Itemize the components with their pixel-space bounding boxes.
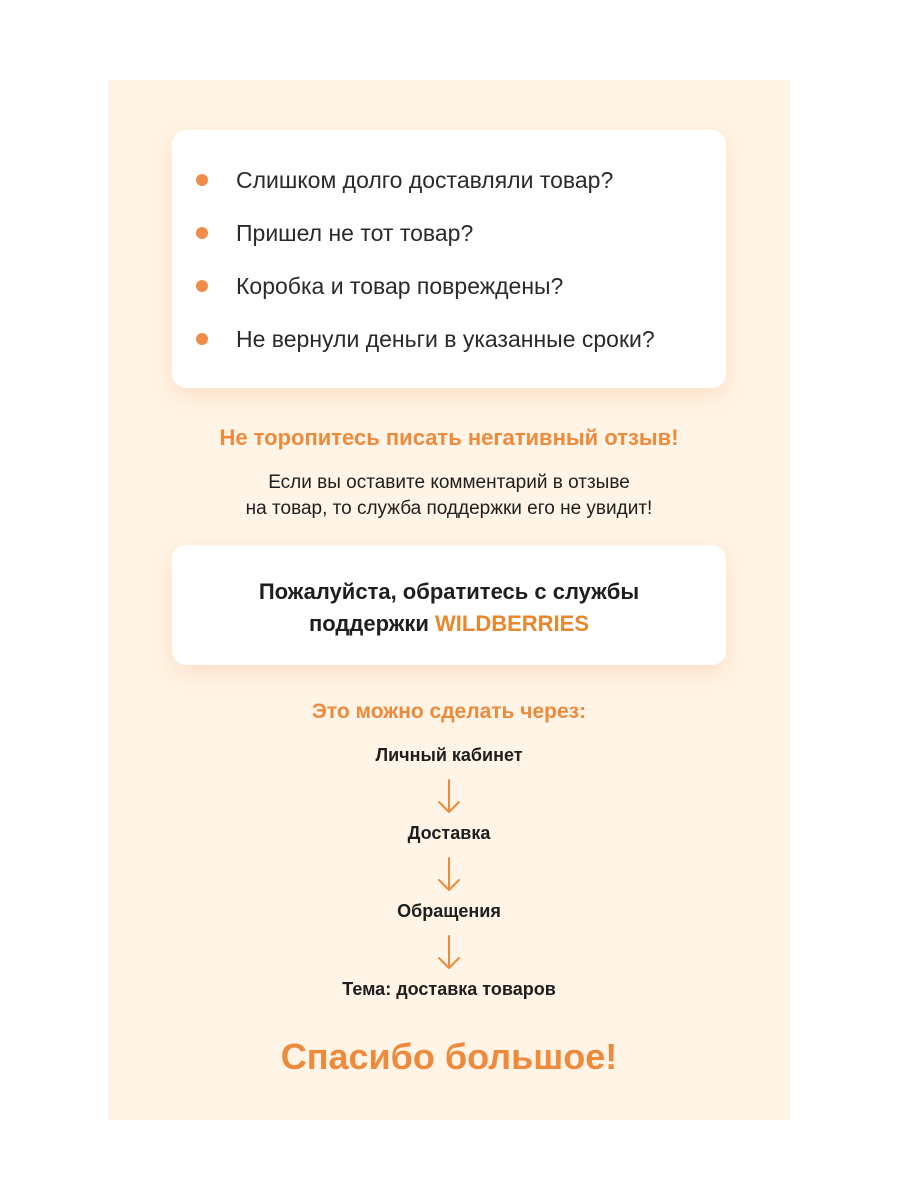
support-box <box>172 545 726 665</box>
support-line-2 <box>172 611 726 637</box>
warning-note-line-1: Если вы оставите комментарий в отзыве <box>268 472 630 493</box>
bullet-dot-icon <box>196 280 208 292</box>
support-prefix: поддержки <box>309 611 435 636</box>
question-text: Пришел не тот товар? <box>236 219 474 246</box>
question-text: Коробка и товар повреждены? <box>236 272 564 299</box>
bullet-dot-icon <box>196 174 208 186</box>
path-step: Доставка <box>407 823 491 843</box>
arrow-down-icon <box>434 777 464 817</box>
arrow-down-icon <box>434 855 464 895</box>
via-title: Это можно сделать через: <box>311 700 587 723</box>
question-item <box>196 215 473 251</box>
bullet-dot-icon <box>196 227 208 239</box>
bullet-dot-icon <box>196 333 208 345</box>
warning-note-line-2: на товар, то служба поддержки его не увидит! <box>245 498 653 519</box>
arrow-down-icon <box>434 933 464 973</box>
question-text: Слишком долго доставляли товар? <box>236 166 614 193</box>
thanks-message: Спасибо большое! <box>280 1036 618 1077</box>
support-line-1: Пожалуйста, обратитесь с службы <box>258 579 640 604</box>
brand-name: WILDBERRIES <box>435 611 589 636</box>
questions-box <box>172 130 726 388</box>
path-step: Личный кабинет <box>375 745 523 765</box>
question-item <box>196 162 613 198</box>
path-step: Обращения <box>397 901 501 921</box>
question-item <box>196 321 655 357</box>
warning-headline: Не торопитесь писать негативный отзыв! <box>219 425 679 450</box>
question-text: Не вернули деньги в указанные сроки? <box>236 325 655 352</box>
question-item <box>196 268 563 304</box>
path-step: Тема: доставка товаров <box>342 979 556 999</box>
